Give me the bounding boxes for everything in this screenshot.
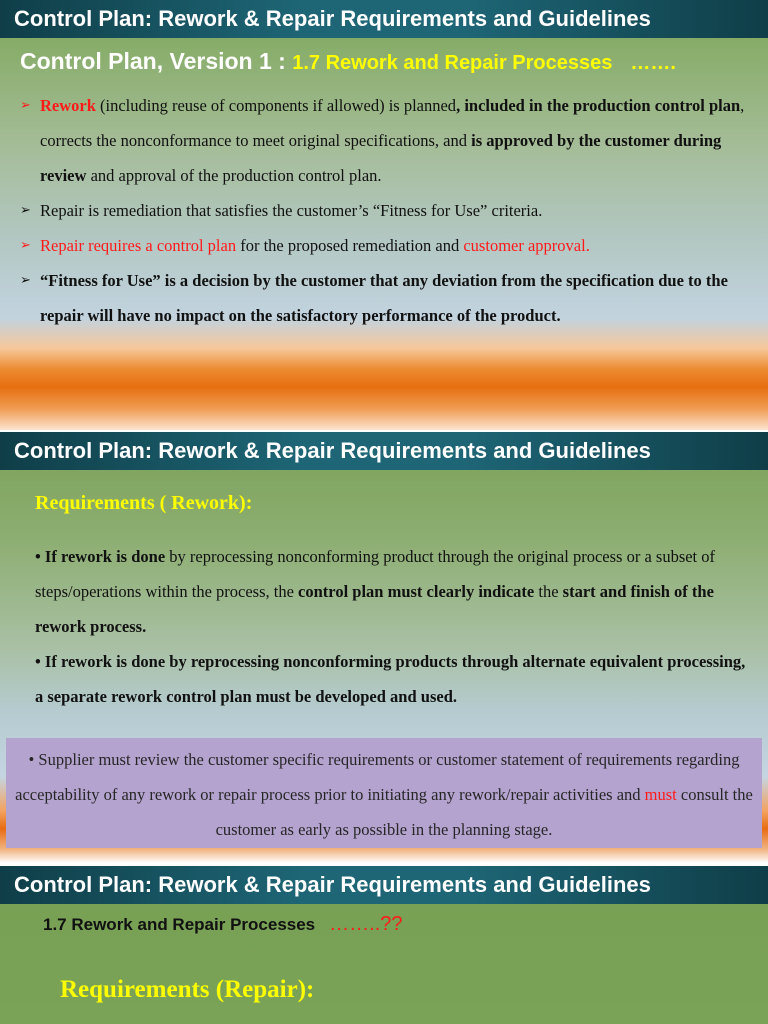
bullet-text: Repair is remediation that satisfies the customer’s “Fitness for Use” criteria.	[40, 201, 543, 220]
bullet-text-strong: , included in the production control plan	[456, 96, 741, 115]
bullet-repair-definition	[20, 193, 750, 228]
subtitle-section: 1.7 Rework and Repair Processes	[43, 915, 316, 934]
slide-title: Control Plan: Rework & Repair Requirements and Guidelines	[0, 0, 768, 38]
bullet-text: for the proposed remediation and	[236, 236, 464, 255]
bullet-fitness-for-use	[20, 263, 750, 333]
arrow-bullet-icon: ➢	[20, 203, 31, 218]
subtitle-section: 1.7 Rework and Repair Processes	[292, 52, 613, 74]
slide-1	[0, 0, 768, 430]
supplier-note-box	[6, 738, 762, 848]
bullet-text: , corrects the nonconformance to meet original specifications, and	[40, 96, 745, 150]
note-text-red: must	[644, 785, 677, 804]
subtitle-version: Control Plan, Version 1 :	[20, 48, 293, 74]
bullet-rework	[20, 88, 750, 193]
para-text-strong: • If rework is done	[35, 547, 166, 566]
bullet-text: (including reuse of components if allowed) is planned	[95, 96, 457, 115]
para-text: by reprocessing nonconforming product through the original process or a subset of steps/operations within the process, the	[35, 547, 716, 601]
slide-subtitle	[20, 48, 676, 75]
bullet-text: and approval of the production control plan.	[86, 166, 382, 185]
para-text: the	[534, 582, 563, 601]
rework-paragraph-2: • If rework is done by reprocessing nonconforming products through alternate equivalent processing, a separate rework control plan must be developed and used.	[35, 652, 746, 706]
arrow-bullet-icon: ➢	[20, 98, 31, 113]
bullet-text-strong: Rework	[40, 96, 96, 115]
arrow-bullet-icon: ➢	[20, 273, 31, 288]
bullet-list	[20, 88, 750, 333]
bullet-text: “Fitness for Use” is a decision by the customer that any deviation from the specification due to the repair will have no impact on the satisfactory performance of the product.	[40, 271, 728, 325]
bullet-text-strong: is approved by the customer during review	[40, 131, 722, 185]
slide-2	[0, 432, 768, 863]
bullet-repair-control-plan	[20, 228, 750, 263]
para-text-strong: start and finish of the rework process.	[35, 582, 714, 636]
bullet-text-red: Repair requires a control plan	[40, 236, 237, 255]
rework-requirements-body	[35, 539, 755, 714]
slide-title: Control Plan: Rework & Repair Requirements and Guidelines	[0, 432, 768, 470]
slide-title: Control Plan: Rework & Repair Requirements and Guidelines	[0, 866, 768, 904]
requirements-rework-heading: Requirements ( Rework):	[35, 492, 253, 514]
subtitle-dots: ……..??	[329, 913, 403, 935]
rework-paragraph-1	[35, 539, 755, 644]
subtitle-dots: …….	[630, 52, 676, 74]
slide-3	[0, 866, 768, 1024]
note-text: • Supplier must review the customer specific requirements or customer statement of requirements regarding acceptability of any rework or repair process prior to initiating any rework/repair activities and	[15, 750, 740, 804]
requirements-repair-heading: Requirements (Repair):	[60, 976, 315, 1003]
para-text-strong: control plan must clearly indicate	[298, 582, 535, 601]
arrow-bullet-icon: ➢	[20, 238, 31, 253]
bullet-text-red: customer approval.	[463, 236, 590, 255]
slide-subtitle	[43, 913, 403, 936]
note-text: consult the customer as early as possible in the planning stage.	[215, 785, 753, 839]
